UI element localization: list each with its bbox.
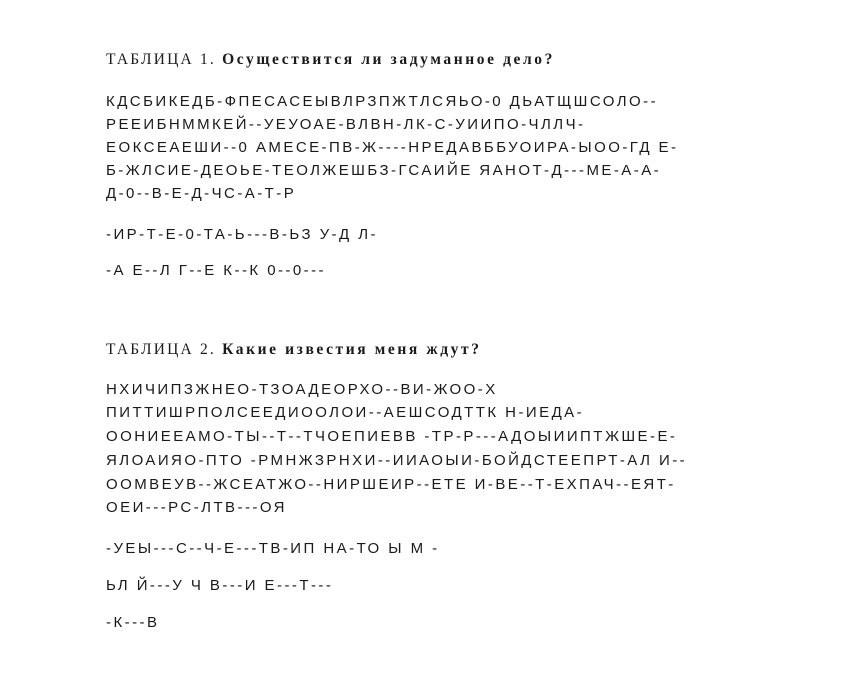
table2-extra-line: -К---В [106,614,160,631]
table1-extra-line: -А Е--Л Г--Е К--К 0--0--- [106,262,327,279]
table1-extra-line: -ИР-Т-Е-0-ТА-Ь---В-ЬЗ У-Д Л- [106,226,378,243]
table2-line: ООМВЕУВ--ЖСЕАТЖО--НИРШЕИР--ЕТЕ И-ВЕ--Т-ЕХПАЧ--ЕЯТ- [106,476,676,493]
table1-line: КДСБИКЕДБ-ФПЕСАСЕЫВЛРЗПЖТЛСЯЬО-0 ДЬАТЩШСОЛО-- [106,93,659,110]
table2-heading [106,341,482,359]
table1-line: Б-ЖЛСИЕ-ДЕОЬЕ-ТЕОЛЖЕШБЗ-ГСАИЙЕ ЯАНОТ-Д---МЕ-А-А- [106,162,662,179]
table1-heading [106,51,555,69]
table2-label: ТАБЛИЦА 2. [106,341,216,358]
table1-line: РЕЕИБНММКЕЙ--УЕУОАЕ-ВЛВН-ЛК-С-УИИПО-ЧЛЛЧ- [106,116,586,133]
table1-line: ЕОКСЕАЕШИ--0 АМЕСЕ-ПВ-Ж----НРЕДАВББУОИРА-ЫОО-ГД Е- [106,139,679,156]
table2-line: НХИЧИПЗЖНЕО-ТЗОАДЕОРХО--ВИ-ЖОО-Х [106,381,498,398]
table2-line: ОЕИ---РС-ЛТВ---ОЯ [106,499,287,516]
table2-line: ООНИЕЕАМО-ТЫ--Т--ТЧОЕПИЕВВ -ТР-Р---АДОЫИИПТЖШЕ-Е- [106,428,678,445]
table2-extra-line: -УЕЫ---С--Ч-Е---ТВ-ИП НА-ТО Ы М - [106,540,440,557]
table2-question: Какие известия меня ждут? [222,341,482,358]
table2-line: ПИТТИШРПОЛСЕЕДИООЛОИ--АЕШСОДТТК Н-ИЕДА- [106,404,585,421]
table2-line: ЯЛОАИЯО-ПТО -РМНЖЗРНХИ--ИИАОЫИ-БОЙДСТЕЕПРТ-АЛ И-- [106,452,688,469]
table2-extra-line: ЬЛ Й---У Ч В---И Е---Т--- [106,577,334,594]
table1-line: Д-0--В-Е-Д-ЧС-А-Т-Р [106,185,297,202]
table1-label: ТАБЛИЦА 1. [106,51,216,68]
table1-question: Осуществится ли задуманное дело? [222,51,556,68]
